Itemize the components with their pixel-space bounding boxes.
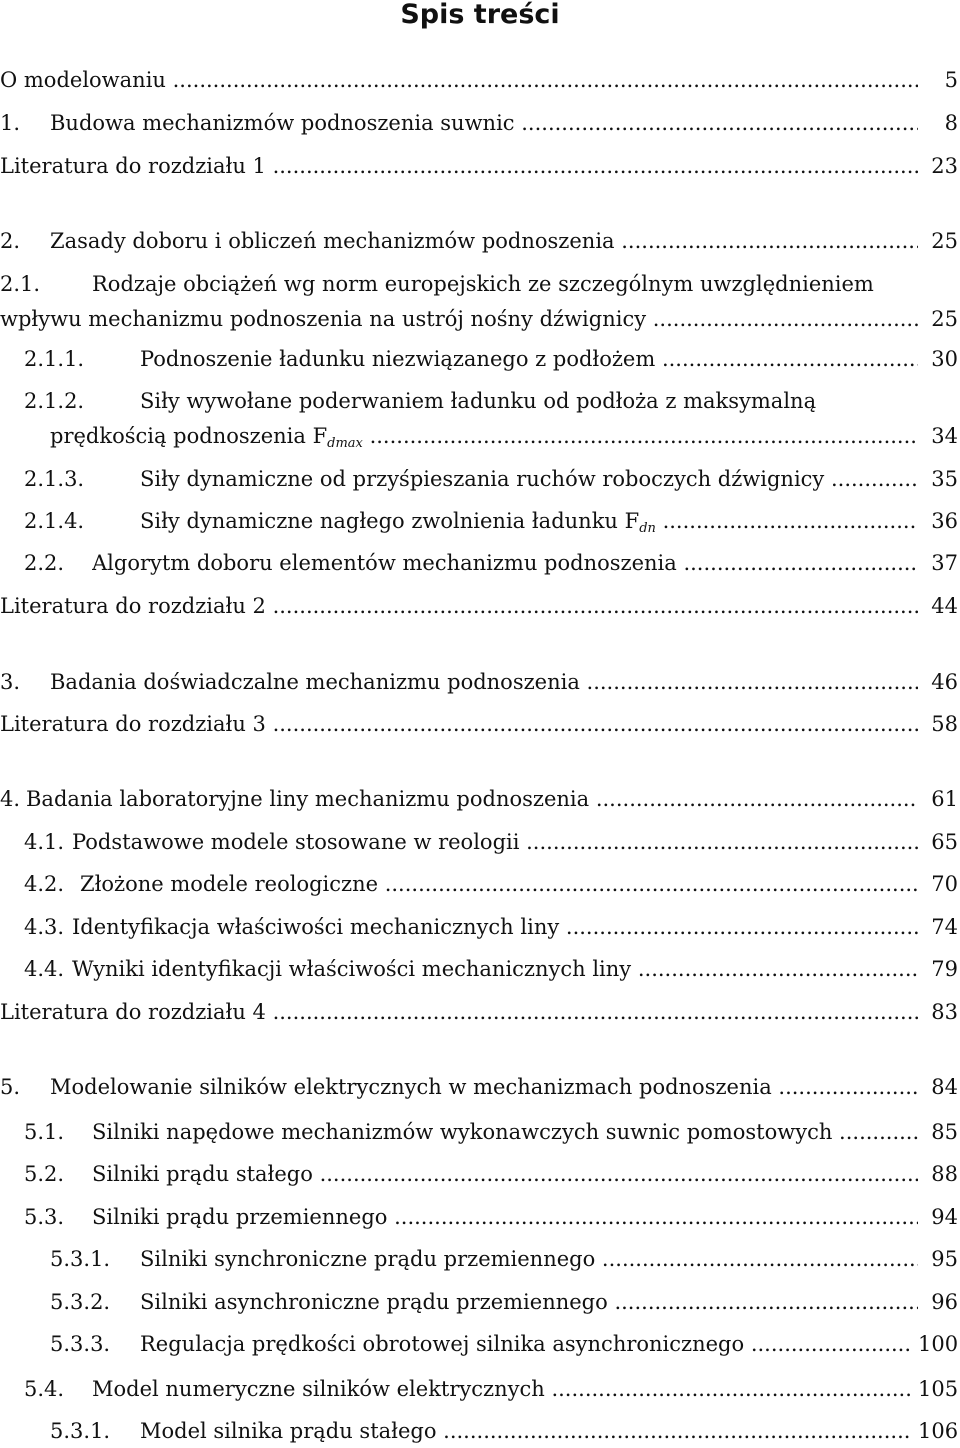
toc-entry-text: Badania doświadczalne mechanizmu podnoszenia ..... [50,667,920,697]
toc-entry[interactable] [0,464,960,494]
toc-entry-number: 2.1. [0,272,41,296]
toc-entry-text-main: Siły dynamiczne nagłego zwolnienia ładunku F [140,509,640,533]
toc-entry-page: 30 [918,344,958,374]
toc-entry[interactable] [0,912,960,942]
toc-entry-continuation[interactable] [0,304,960,334]
toc-entry-text: Rodzaje obciążeń wg norm europejskich ze szczególnym uwzględnieniem [92,272,874,296]
toc-entry-text: Identyfikacja właściwości mechanicznych liny ..... [72,912,920,942]
toc-entry-page: 95 [918,1244,958,1274]
toc-entry-page: 35 [918,464,958,494]
toc-entry-page: 74 [918,912,958,942]
toc-entry[interactable] [0,108,960,138]
toc-entry[interactable] [0,997,960,1027]
toc-entry-number: 2.1.3. [24,467,85,491]
toc-entry-page: 61 [918,784,958,814]
toc-entry-text: Model numeryczne silników elektrycznych ..... [92,1374,912,1404]
toc-entry-text: wpływu mechanizmu podnoszenia na ustrój nośny dźwignicy ..... [0,304,920,334]
toc-entry[interactable] [0,709,960,739]
toc-entry-number: 2.2. [24,551,65,575]
toc-entry-page: 100 [918,1329,958,1359]
toc-entry-page: 106 [918,1416,958,1446]
toc-entry-number: 5.3.3. [50,1332,111,1356]
toc-entry-page: 94 [918,1202,958,1232]
toc-entry-page: 46 [918,667,958,697]
toc-entry[interactable] [0,667,960,697]
toc-entry[interactable] [0,954,960,984]
toc-entry[interactable] [0,386,960,416]
toc-entry-number: 4.2. [24,872,65,896]
toc-entry-page: 83 [918,997,958,1027]
toc-entry-text: Siły dynamiczne od przyśpieszania ruchów roboczych dźwignicy ..... [140,464,920,494]
toc-entry-number: 2.1.1. [24,347,85,371]
toc-entry-text: Algorytm doboru elementów mechanizmu podnoszenia ..... [92,548,920,578]
toc-entry[interactable] [0,1287,960,1317]
toc-entry-number: 2. [0,229,21,253]
toc-entry-number: 5.1. [24,1120,65,1144]
toc-entry-text: Literatura do rozdziału 1 ..... [0,151,920,181]
toc-entry-text: Silniki asynchroniczne prądu przemiennego ..... [140,1287,920,1317]
toc-entry-number: 2.1.4. [24,509,85,533]
toc-entry-subscript: dn [639,521,656,536]
toc-entry[interactable] [0,1117,960,1147]
toc-entry-text [140,506,920,544]
toc-entry-text: O modelowaniu ..... [0,65,920,95]
toc-entry-number: 4.3. [24,915,65,939]
toc-entry-number: 5.3. [24,1205,65,1229]
toc-entry-text: Badania laboratoryjne liny mechanizmu podnoszenia ..... [26,784,920,814]
toc-entry[interactable] [0,1416,960,1446]
toc-entry-number: 5.3.1. [50,1419,111,1443]
toc-entry-text: Silniki napędowe mechanizmów wykonawczych suwnic pomostowych ..... [92,1117,920,1147]
toc-entry[interactable] [0,1072,960,1102]
toc-entry-page: 105 [918,1374,958,1404]
toc-entry-text: Silniki prądu stałego ..... [92,1159,920,1189]
page-title: Spis treści [400,0,560,30]
toc-entry-page: 37 [918,548,958,578]
toc-entry-continuation[interactable] [0,421,960,451]
toc-entry-number: 3. [0,670,21,694]
toc-entry-page: 85 [918,1117,958,1147]
toc-entry-number: 1. [0,111,21,135]
toc-entry-text [50,421,920,459]
toc-entry-page: 25 [918,226,958,256]
toc-entry[interactable] [0,591,960,621]
toc-entry[interactable] [0,1159,960,1189]
toc-entry-text: Budowa mechanizmów podnoszenia suwnic ..... [50,108,920,138]
toc-entry-page: 65 [918,827,958,857]
toc-entry[interactable] [0,65,960,95]
toc-entry-text: Zasady doboru i obliczeń mechanizmów podnoszenia ..... [50,226,920,256]
toc-entry-page: 70 [918,869,958,899]
toc-entry-text: Literatura do rozdziału 3 ..... [0,709,920,739]
toc-entry-text: Literatura do rozdziału 2 ..... [0,591,920,621]
toc-entry[interactable] [0,1202,960,1232]
toc-entry-text: Silniki synchroniczne prądu przemiennego ..... [140,1244,920,1274]
toc-entry-number: 2.1.2. [24,389,85,413]
toc-entry-number: 5. [0,1075,21,1099]
toc-entry[interactable] [0,226,960,256]
toc-entry-number: 4.1. [24,830,65,854]
toc-entry-page: 84 [918,1072,958,1102]
toc-entry-text: Silniki prądu przemiennego ..... [92,1202,920,1232]
toc-entry-text: Wyniki identyfikacji właściwości mechanicznych liny ..... [72,954,920,984]
toc-entry-number: 4.4. [24,957,65,981]
toc-entry-text: Siły wywołane poderwaniem ładunku od podłoża z maksymalną [140,389,817,413]
toc-entry[interactable] [0,151,960,181]
toc-entry[interactable] [0,784,960,814]
toc-entry[interactable] [0,269,960,299]
toc-entry-text: Złożone modele reologiczne ..... [80,869,920,899]
toc-entry-page: 58 [918,709,958,739]
toc-entry-subscript: dmax [327,436,363,451]
toc-entry-page: 36 [918,506,958,536]
toc-entry-number: 4. [0,787,21,811]
toc-entry-page: 8 [918,108,958,138]
toc-entry[interactable] [0,1244,960,1274]
toc-entry[interactable] [0,1329,960,1359]
toc-entry-page: 23 [918,151,958,181]
toc-entry[interactable] [0,869,960,899]
toc-entry-page: 34 [918,421,958,451]
toc-entry-page: 88 [918,1159,958,1189]
toc-entry-number: 5.2. [24,1162,65,1186]
toc-entry-text: Literatura do rozdziału 4 ..... [0,997,920,1027]
toc-entry-page: 96 [918,1287,958,1317]
toc-entry[interactable] [0,344,960,374]
toc-entry-text: Model silnika prądu stałego ..... [140,1416,912,1446]
toc-entry-page: 25 [918,304,958,334]
toc-entry-text: Podnoszenie ładunku niezwiązanego z podłożem ..... [140,344,920,374]
toc-entry[interactable] [0,506,960,536]
toc-entry-number: 5.3.1. [50,1247,111,1271]
toc-entry-page: 79 [918,954,958,984]
toc-entry[interactable] [0,827,960,857]
toc-entry-text: Modelowanie silników elektrycznych w mechanizmach podnoszenia ..... [50,1072,920,1102]
toc-entry[interactable] [0,548,960,578]
toc-entry-page: 5 [918,65,958,95]
toc-entry-text-main: prędkością podnoszenia F [50,424,328,448]
toc-entry-text: Regulacja prędkości obrotowej silnika asynchronicznego ..... [140,1329,912,1359]
toc-entry-number: 5.4. [24,1377,65,1401]
toc-entry-page: 44 [918,591,958,621]
toc-entry[interactable] [0,1374,960,1404]
toc-entry-number: 5.3.2. [50,1290,111,1314]
toc-entry-text: Podstawowe modele stosowane w reologii ..... [72,827,920,857]
